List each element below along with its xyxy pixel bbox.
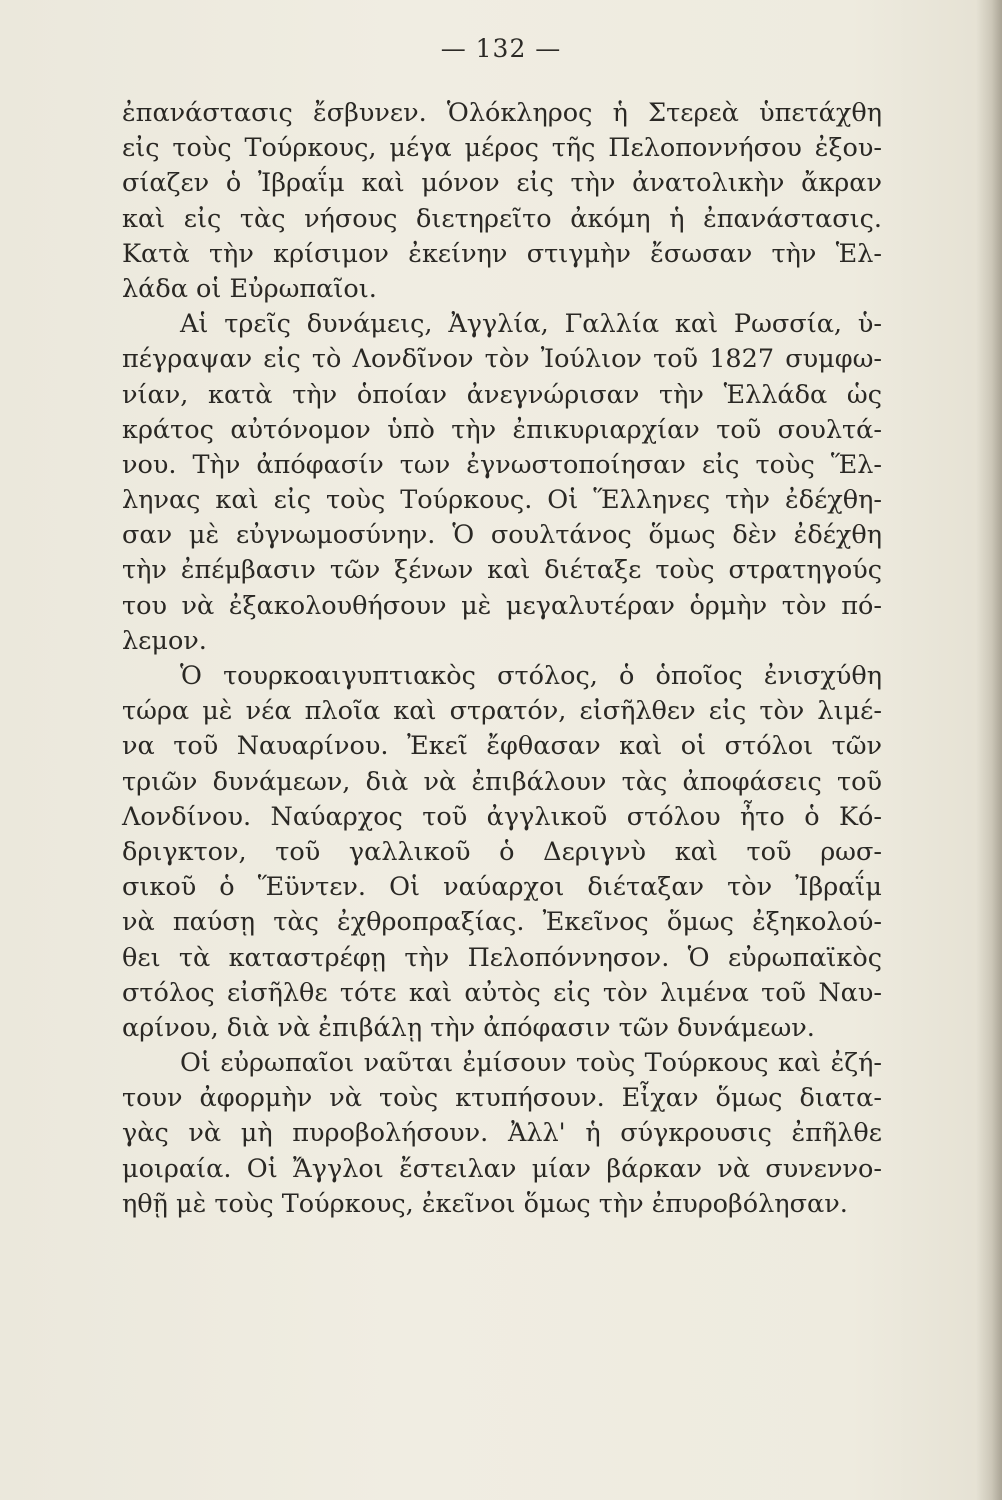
text-line: τριῶν δυνάμεων, διὰ νὰ ἐπιβάλουν τὰς ἀποφάσεις τοῦ: [122, 766, 882, 797]
text-line: Ὁ τουρκοαιγυπτιακὸς στόλος, ὁ ὁποῖος ἐνισχύθη: [180, 661, 882, 691]
text-line: σίαζεν ὁ Ἰβραΐμ καὶ μόνον εἰς τὴν ἀνατολικὴν ἄκραν: [122, 168, 882, 199]
text-line: ηθῇ μὲ τοὺς Τούρκους, ἐκεῖνοι ὅμως τὴν ἐπυροβόλησαν.: [122, 1188, 848, 1219]
page-number: — 132 —: [440, 34, 562, 63]
text-line: νου. Τὴν ἀπόφασίν των ἐγνωστοποίησαν εἰς τοὺς Ἕλ-: [122, 449, 882, 480]
text-line: Αἱ τρεῖς δυνάμεις, Ἀγγλία, Γαλλία καὶ Ρωσσία, ὑ-: [180, 309, 882, 340]
text-line: ἐπανάστασις ἔσβυνεν. Ὁλόκληρος ἡ Στερεὰ ὑπετάχθη: [122, 98, 882, 128]
text-line: Λονδίνου. Ναύαρχος τοῦ ἀγγλικοῦ στόλου ἦτο ὁ Κό-: [122, 801, 882, 832]
text-line: σαν μὲ εὐγνωμοσύνην. Ὁ σουλτάνος ὅμως δὲν ἐδέχθη: [122, 520, 882, 551]
text-line: κράτος αὐτόνομον ὑπὸ τὴν ἐπικυριαρχίαν τοῦ σουλτά-: [122, 414, 882, 445]
text-line: Κατὰ τὴν κρίσιμον ἐκείνην στιγμὴν ἔσωσαν τὴν Ἑλ-: [122, 238, 882, 269]
spine-shadow: [976, 0, 1002, 1500]
text-line: γὰς νὰ μὴ πυροβολήσουν. Ἀλλ' ἡ σύγκρουσις ἐπῆλθε: [122, 1118, 882, 1149]
text-line: τουν ἀφορμὴν νὰ τοὺς κτυπήσουν. Εἶχαν ὅμως διατα-: [122, 1083, 882, 1114]
text-line: τώρα μὲ νέα πλοῖα καὶ στρατόν, εἰσῆλθεν εἰς τὸν λιμέ-: [122, 696, 882, 727]
text-line: στόλος εἰσῆλθε τότε καὶ αὐτὸς εἰς τὸν λιμένα τοῦ Ναυ-: [122, 977, 882, 1008]
text-line: αρίνου, διὰ νὰ ἐπιβάλῃ τὴν ἀπόφασιν τῶν δυνάμεων.: [122, 1012, 815, 1043]
text-line: σικοῦ ὁ Ἕϋντεν. Οἱ ναύαρχοι διέταξαν τὸν Ἰβραΐμ: [122, 872, 882, 903]
text-line: του νὰ ἐξακολουθήσουν μὲ μεγαλυτέραν ὁρμὴν τὸν πό-: [122, 590, 882, 621]
text-line: λεμον.: [122, 625, 207, 656]
text-line: να τοῦ Ναυαρίνου. Ἐκεῖ ἔφθασαν καὶ οἱ στόλοι τῶν: [122, 731, 882, 762]
text-line: λάδα οἱ Εὐρωπαῖοι.: [122, 273, 377, 304]
text-line: Οἱ εὐρωπαῖοι ναῦται ἐμίσουν τοὺς Τούρκους καὶ ἐζή-: [180, 1048, 882, 1079]
text-line: θει τὰ καταστρέφῃ τὴν Πελοπόννησον. Ὁ εὐρωπαϊκὸς: [122, 942, 882, 973]
text-line: νὰ παύσῃ τὰς ἐχθροπραξίας. Ἐκεῖνος ὅμως ἐξηκολού-: [122, 907, 882, 938]
text-line: εἰς τοὺς Τούρκους, μέγα μέρος τῆς Πελοποννήσου ἐξου-: [122, 133, 882, 164]
text-line: μοιραία. Οἱ Ἄγγλοι ἔστειλαν μίαν βάρκαν νὰ συνεννο-: [122, 1153, 882, 1184]
page-text: [122, 96, 882, 1222]
text-line: καὶ εἰς τὰς νήσους διετηρεῖτο ἀκόμη ἡ ἐπανάστασις.: [122, 203, 882, 234]
text-line: πέγραψαν εἰς τὸ Λονδῖνον τὸν Ἰούλιον τοῦ 1827 συμφω-: [122, 344, 882, 375]
text-line: νίαν, κατὰ τὴν ὁποίαν ἀνεγνώρισαν τὴν Ἑλλάδα ὡς: [122, 379, 882, 410]
text-line: ληνας καὶ εἰς τοὺς Τούρκους. Οἱ Ἕλληνες τὴν ἐδέχθη-: [122, 485, 882, 516]
text-line: δριγκτον, τοῦ γαλλικοῦ ὁ Δεριγνὺ καὶ τοῦ ρωσ-: [122, 836, 882, 867]
text-line: τὴν ἐπέμβασιν τῶν ξένων καὶ διέταξε τοὺς στρατηγούς: [122, 555, 882, 586]
